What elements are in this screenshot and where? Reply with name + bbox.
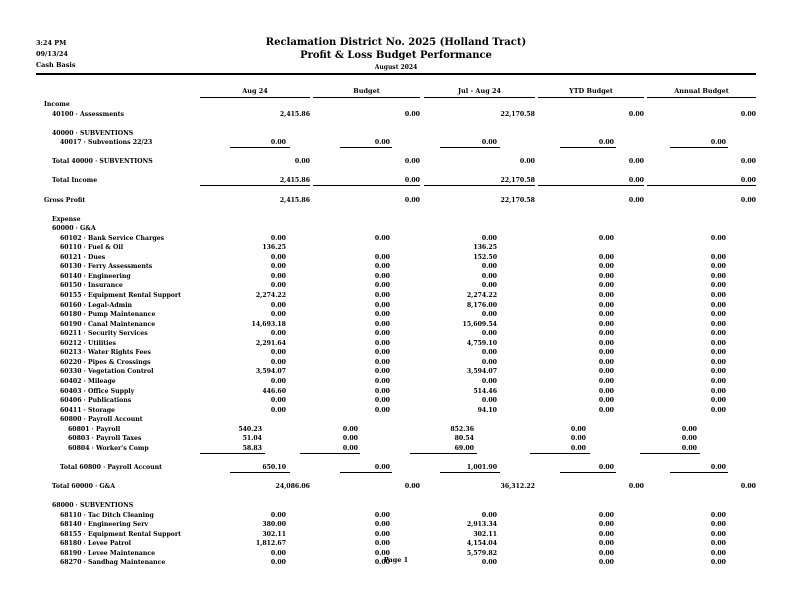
row-value: 0.00 bbox=[270, 511, 286, 519]
report-row bbox=[0, 225, 792, 235]
row-value: 152.50 bbox=[473, 253, 497, 261]
row-value: 0.00 bbox=[481, 263, 497, 271]
row-value: 0.00 bbox=[270, 349, 286, 357]
row-value: 0.00 bbox=[519, 158, 535, 166]
row-label: 68190 · Levee Maintenance bbox=[60, 549, 156, 557]
row-value: 0.00 bbox=[270, 330, 286, 338]
row-value: 0.00 bbox=[481, 139, 497, 147]
row-value: 0.00 bbox=[710, 406, 726, 414]
row-value: 0.00 bbox=[374, 549, 390, 557]
row-label: Expense bbox=[52, 215, 81, 223]
row-value: 0.00 bbox=[710, 234, 726, 242]
report-row bbox=[0, 273, 792, 283]
row-value: 0.00 bbox=[374, 387, 390, 395]
column-header: YTD Budget bbox=[569, 87, 613, 95]
row-value: 0.00 bbox=[740, 158, 756, 166]
row-value: 1,001.90 bbox=[466, 463, 497, 471]
row-value: 0.00 bbox=[710, 377, 726, 385]
row-value: 514.46 bbox=[473, 387, 497, 395]
row-value: 0.00 bbox=[374, 234, 390, 242]
row-value: 0.00 bbox=[374, 272, 390, 280]
row-value: 0.00 bbox=[342, 435, 358, 443]
row-label: 60213 · Water Rights Fees bbox=[60, 349, 151, 357]
report-row bbox=[0, 330, 792, 340]
row-value: 0.00 bbox=[481, 397, 497, 405]
row-value: 0.00 bbox=[270, 234, 286, 242]
row-label: 60402 · Mileage bbox=[60, 377, 116, 385]
row-value: 0.00 bbox=[598, 320, 614, 328]
report-row bbox=[0, 426, 792, 436]
row-label: 60803 · Payroll Taxes bbox=[68, 435, 142, 443]
report-row bbox=[0, 101, 792, 111]
row-value: 0.00 bbox=[374, 530, 390, 538]
row-value: 0.00 bbox=[481, 311, 497, 319]
row-value: 0.00 bbox=[270, 397, 286, 405]
column-header: Budget bbox=[353, 87, 380, 95]
row-value: 0.00 bbox=[681, 444, 697, 452]
row-label: 60130 · Ferry Assessments bbox=[60, 263, 153, 271]
row-label: 60801 · Payroll bbox=[68, 425, 121, 433]
row-value: 0.00 bbox=[374, 330, 390, 338]
report-row bbox=[0, 292, 792, 302]
report-row bbox=[0, 359, 792, 369]
row-value: 0.00 bbox=[681, 425, 697, 433]
row-label: 68155 · Equipment Rental Support bbox=[60, 530, 182, 538]
row-value: 0.00 bbox=[710, 368, 726, 376]
row-value: 0.00 bbox=[710, 559, 726, 567]
report-row bbox=[0, 435, 792, 445]
report-row bbox=[0, 349, 792, 359]
row-value: 0.00 bbox=[374, 397, 390, 405]
row-label: Income bbox=[44, 101, 70, 108]
report-row bbox=[0, 321, 792, 331]
row-label: Total 40000 · SUBVENTIONS bbox=[52, 158, 153, 166]
row-value: 0.00 bbox=[598, 253, 614, 261]
row-value: 2,913.34 bbox=[466, 521, 497, 529]
row-value: 0.00 bbox=[374, 139, 390, 147]
page-number: Page 1 bbox=[383, 556, 409, 564]
row-value: 0.00 bbox=[374, 406, 390, 414]
row-value: 0.00 bbox=[710, 263, 726, 271]
report-row bbox=[0, 445, 792, 455]
row-value: 0.00 bbox=[374, 511, 390, 519]
row-label: 68180 · Levee Patrol bbox=[60, 540, 131, 548]
row-value: 0.00 bbox=[270, 311, 286, 319]
row-value: 0.00 bbox=[598, 301, 614, 309]
row-value: 0.00 bbox=[598, 559, 614, 567]
report-row bbox=[0, 149, 792, 159]
row-value: 2,274.22 bbox=[466, 292, 497, 299]
row-value: 0.00 bbox=[270, 559, 286, 567]
row-value: 0.00 bbox=[374, 253, 390, 261]
row-value: 0.00 bbox=[270, 377, 286, 385]
row-label: 60110 · Fuel & Oil bbox=[60, 244, 124, 252]
row-value: 0.00 bbox=[481, 272, 497, 280]
row-label: 60155 · Equipment Rental Support bbox=[60, 292, 182, 299]
row-value: 0.00 bbox=[374, 377, 390, 385]
row-value: 0.00 bbox=[628, 196, 644, 204]
row-value: 2,274.22 bbox=[255, 292, 286, 299]
row-value: 0.00 bbox=[270, 272, 286, 280]
row-value: 380.00 bbox=[262, 521, 286, 529]
row-label: 40100 · Assessments bbox=[52, 110, 124, 118]
report-row bbox=[0, 130, 792, 140]
row-value: 0.00 bbox=[710, 463, 726, 471]
row-value: 0.00 bbox=[481, 234, 497, 242]
row-value: 2,291.64 bbox=[255, 339, 286, 347]
row-value: 5,579.82 bbox=[466, 549, 497, 557]
row-value: 0.00 bbox=[270, 358, 286, 366]
row-value: 22,170.58 bbox=[500, 196, 535, 204]
row-value: 0.00 bbox=[598, 139, 614, 147]
report-date: 09/13/24 bbox=[36, 50, 68, 58]
report-row bbox=[0, 282, 792, 292]
row-value: 540.23 bbox=[238, 425, 262, 433]
row-value: 0.00 bbox=[374, 282, 390, 290]
report-row bbox=[0, 483, 792, 493]
report-row bbox=[0, 244, 792, 254]
report-row bbox=[0, 254, 792, 264]
row-value: 0.00 bbox=[481, 358, 497, 366]
row-value: 0.00 bbox=[270, 406, 286, 414]
row-label: 68270 · Sandbag Maintenance bbox=[60, 559, 166, 567]
row-value: 0.00 bbox=[598, 549, 614, 557]
row-value: 0.00 bbox=[270, 253, 286, 261]
row-value: 0.00 bbox=[598, 272, 614, 280]
row-value: 0.00 bbox=[374, 540, 390, 548]
row-value: 0.00 bbox=[374, 320, 390, 328]
row-label: 60160 · Legal-Admin bbox=[60, 301, 133, 309]
report-row bbox=[0, 407, 792, 417]
column-header: Annual Budget bbox=[674, 87, 729, 95]
row-value: 0.00 bbox=[598, 540, 614, 548]
row-value: 3,594.07 bbox=[255, 368, 286, 376]
row-label: Total Income bbox=[52, 177, 98, 185]
row-value: 0.00 bbox=[598, 463, 614, 471]
row-value: 4,154.04 bbox=[466, 540, 497, 548]
row-value: 94.10 bbox=[477, 406, 497, 414]
row-value: 0.00 bbox=[598, 521, 614, 529]
row-value: 0.00 bbox=[598, 530, 614, 538]
row-value: 0.00 bbox=[570, 425, 586, 433]
row-value: 0.00 bbox=[628, 483, 644, 490]
report-row bbox=[0, 302, 792, 312]
row-value: 0.00 bbox=[404, 483, 420, 490]
row-value: 0.00 bbox=[710, 330, 726, 338]
row-value: 0.00 bbox=[740, 110, 756, 118]
row-label: Total 60800 · Payroll Account bbox=[60, 463, 163, 471]
report-row bbox=[0, 111, 792, 121]
report-time: 3:24 PM bbox=[36, 39, 67, 47]
report-row bbox=[0, 502, 792, 512]
row-value: 0.00 bbox=[374, 311, 390, 319]
row-value: 0.00 bbox=[710, 397, 726, 405]
report-row bbox=[0, 540, 792, 550]
row-label: 60140 · Engineering bbox=[60, 272, 131, 280]
report-row bbox=[0, 388, 792, 398]
row-label: Gross Profit bbox=[44, 196, 86, 204]
report-row bbox=[0, 216, 792, 226]
row-value: 0.00 bbox=[374, 521, 390, 529]
report-row bbox=[0, 512, 792, 522]
row-value: 0.00 bbox=[598, 234, 614, 242]
row-value: 0.00 bbox=[710, 530, 726, 538]
report-row bbox=[0, 464, 792, 474]
row-label: 60121 · Dues bbox=[60, 253, 106, 261]
row-value: 22,170.58 bbox=[500, 110, 535, 118]
row-value: 0.00 bbox=[598, 263, 614, 271]
row-label: 60403 · Office Supply bbox=[60, 387, 135, 395]
row-value: 0.00 bbox=[598, 339, 614, 347]
report-row bbox=[0, 531, 792, 541]
row-label: 60220 · Pipes & Crossings bbox=[60, 358, 151, 366]
row-value: 1,812.67 bbox=[255, 540, 286, 548]
report-row bbox=[0, 454, 792, 464]
row-value: 2,415.86 bbox=[279, 177, 310, 185]
row-value: 0.00 bbox=[342, 444, 358, 452]
report-row bbox=[0, 177, 792, 187]
row-label: 40000 · SUBVENTIONS bbox=[52, 129, 134, 137]
row-value: 0.00 bbox=[598, 311, 614, 319]
row-value: 0.00 bbox=[374, 463, 390, 471]
row-value: 0.00 bbox=[598, 377, 614, 385]
row-value: 51.04 bbox=[242, 435, 262, 443]
report-row bbox=[0, 521, 792, 531]
row-value: 0.00 bbox=[740, 483, 756, 490]
column-header: Jul - Aug 24 bbox=[457, 87, 502, 95]
row-value: 0.00 bbox=[598, 406, 614, 414]
row-value: 0.00 bbox=[404, 177, 420, 185]
report-row bbox=[0, 139, 792, 149]
row-value: 0.00 bbox=[481, 330, 497, 338]
report-row bbox=[0, 397, 792, 407]
row-label: 60212 · Utilities bbox=[60, 339, 116, 347]
row-value: 24,086.06 bbox=[275, 483, 310, 490]
row-label: 60804 · Worker's Comp bbox=[68, 444, 149, 452]
row-label: 60150 · Insurance bbox=[60, 282, 123, 290]
row-value: 0.00 bbox=[710, 358, 726, 366]
row-value: 0.00 bbox=[710, 349, 726, 357]
row-value: 22,170.58 bbox=[500, 177, 535, 185]
row-label: 60000 · G&A bbox=[52, 225, 96, 233]
row-value: 0.00 bbox=[598, 511, 614, 519]
row-label: 60102 · Bank Service Charges bbox=[60, 234, 165, 242]
row-value: 0.00 bbox=[374, 358, 390, 366]
row-value: 0.00 bbox=[710, 272, 726, 280]
row-value: 0.00 bbox=[270, 263, 286, 271]
row-value: 446.60 bbox=[262, 387, 286, 395]
row-value: 0.00 bbox=[740, 196, 756, 204]
report-row bbox=[0, 158, 792, 168]
row-value: 0.00 bbox=[598, 397, 614, 405]
row-value: 0.00 bbox=[374, 263, 390, 271]
report-row bbox=[0, 235, 792, 245]
row-value: 0.00 bbox=[710, 540, 726, 548]
report-row bbox=[0, 187, 792, 197]
row-value: 136.25 bbox=[262, 244, 286, 252]
row-value: 0.00 bbox=[570, 435, 586, 443]
row-value: 2,415.86 bbox=[279, 196, 310, 204]
report-row bbox=[0, 493, 792, 503]
row-value: 0.00 bbox=[294, 158, 310, 166]
row-value: 0.00 bbox=[628, 110, 644, 118]
report-title: Profit & Loss Budget Performance bbox=[300, 50, 492, 61]
row-value: 0.00 bbox=[598, 292, 614, 299]
report-row bbox=[0, 378, 792, 388]
row-value: 0.00 bbox=[598, 368, 614, 376]
row-value: 0.00 bbox=[374, 301, 390, 309]
row-value: 69.00 bbox=[454, 444, 474, 452]
row-label: 60800 · Payroll Account bbox=[60, 416, 143, 424]
row-value: 0.00 bbox=[628, 177, 644, 185]
row-value: 0.00 bbox=[481, 511, 497, 519]
report-row bbox=[0, 120, 792, 130]
row-label: 68110 · Tac Ditch Cleaning bbox=[60, 511, 154, 519]
row-value: 0.00 bbox=[481, 349, 497, 357]
row-value: 0.00 bbox=[270, 549, 286, 557]
row-label: 60411 · Storage bbox=[60, 406, 115, 414]
row-label: 40017 · Subventions 22/23 bbox=[60, 139, 153, 147]
row-value: 0.00 bbox=[710, 339, 726, 347]
report-row bbox=[0, 263, 792, 273]
row-value: 0.00 bbox=[598, 349, 614, 357]
row-value: 0.00 bbox=[481, 377, 497, 385]
row-value: 80.54 bbox=[454, 435, 474, 443]
row-value: 14,693.18 bbox=[251, 320, 286, 328]
row-value: 0.00 bbox=[270, 301, 286, 309]
row-value: 0.00 bbox=[710, 139, 726, 147]
row-value: 0.00 bbox=[710, 301, 726, 309]
row-value: 0.00 bbox=[481, 559, 497, 567]
row-value: 0.00 bbox=[404, 196, 420, 204]
report-row bbox=[0, 473, 792, 483]
row-value: 0.00 bbox=[710, 521, 726, 529]
row-value: 4,759.10 bbox=[466, 339, 497, 347]
report-row bbox=[0, 340, 792, 350]
report-row bbox=[0, 368, 792, 378]
row-value: 0.00 bbox=[710, 311, 726, 319]
row-value: 136.25 bbox=[473, 244, 497, 252]
row-label: 60211 · Security Services bbox=[60, 330, 148, 338]
row-label: 60406 · Publications bbox=[60, 397, 132, 405]
row-value: 0.00 bbox=[270, 282, 286, 290]
row-value: 8,176.00 bbox=[466, 301, 497, 309]
report-period: August 2024 bbox=[374, 64, 418, 71]
row-value: 0.00 bbox=[740, 177, 756, 185]
row-value: 0.00 bbox=[628, 158, 644, 166]
report-row bbox=[0, 197, 792, 207]
row-value: 0.00 bbox=[681, 435, 697, 443]
row-value: 0.00 bbox=[342, 425, 358, 433]
row-value: 3,594.07 bbox=[466, 368, 497, 376]
row-value: 0.00 bbox=[598, 282, 614, 290]
row-value: 0.00 bbox=[710, 387, 726, 395]
row-value: 302.11 bbox=[473, 530, 497, 538]
row-value: 0.00 bbox=[270, 139, 286, 147]
row-value: 0.00 bbox=[710, 292, 726, 299]
row-value: 0.00 bbox=[710, 511, 726, 519]
row-value: 0.00 bbox=[374, 339, 390, 347]
row-value: 0.00 bbox=[710, 549, 726, 557]
report-basis: Cash Basis bbox=[36, 61, 76, 69]
row-value: 0.00 bbox=[570, 444, 586, 452]
row-value: 36,312.22 bbox=[500, 483, 535, 490]
row-value: 0.00 bbox=[374, 349, 390, 357]
report-row bbox=[0, 416, 792, 426]
row-value: 15,609.54 bbox=[462, 320, 497, 328]
company-name: Reclamation District No. 2025 (Holland Tract) bbox=[265, 37, 527, 48]
row-value: 0.00 bbox=[598, 358, 614, 366]
row-value: 0.00 bbox=[598, 387, 614, 395]
row-value: 0.00 bbox=[374, 559, 390, 567]
row-label: 68000 · SUBVENTIONS bbox=[52, 502, 134, 510]
row-value: 852.36 bbox=[450, 425, 474, 433]
row-value: 58.83 bbox=[242, 444, 262, 452]
row-value: 650.10 bbox=[262, 463, 286, 471]
row-label: 60190 · Canal Maintenance bbox=[60, 320, 156, 328]
row-value: 0.00 bbox=[374, 292, 390, 299]
row-label: Total 60000 · G&A bbox=[52, 483, 116, 490]
row-value: 0.00 bbox=[481, 282, 497, 290]
column-header: Aug 24 bbox=[242, 87, 268, 95]
row-value: 0.00 bbox=[710, 320, 726, 328]
row-value: 0.00 bbox=[598, 330, 614, 338]
row-label: 68140 · Engineering Serv bbox=[60, 521, 149, 529]
row-value: 302.11 bbox=[262, 530, 286, 538]
row-value: 0.00 bbox=[404, 110, 420, 118]
row-value: 0.00 bbox=[710, 282, 726, 290]
row-value: 0.00 bbox=[710, 253, 726, 261]
report-row bbox=[0, 168, 792, 178]
report-row bbox=[0, 206, 792, 216]
report-row bbox=[0, 311, 792, 321]
row-label: 60330 · Vegetation Control bbox=[60, 368, 154, 376]
row-value: 0.00 bbox=[404, 158, 420, 166]
row-label: 60180 · Pump Maintenance bbox=[60, 311, 156, 319]
row-value: 0.00 bbox=[374, 368, 390, 376]
row-value: 2,415.86 bbox=[279, 110, 310, 118]
